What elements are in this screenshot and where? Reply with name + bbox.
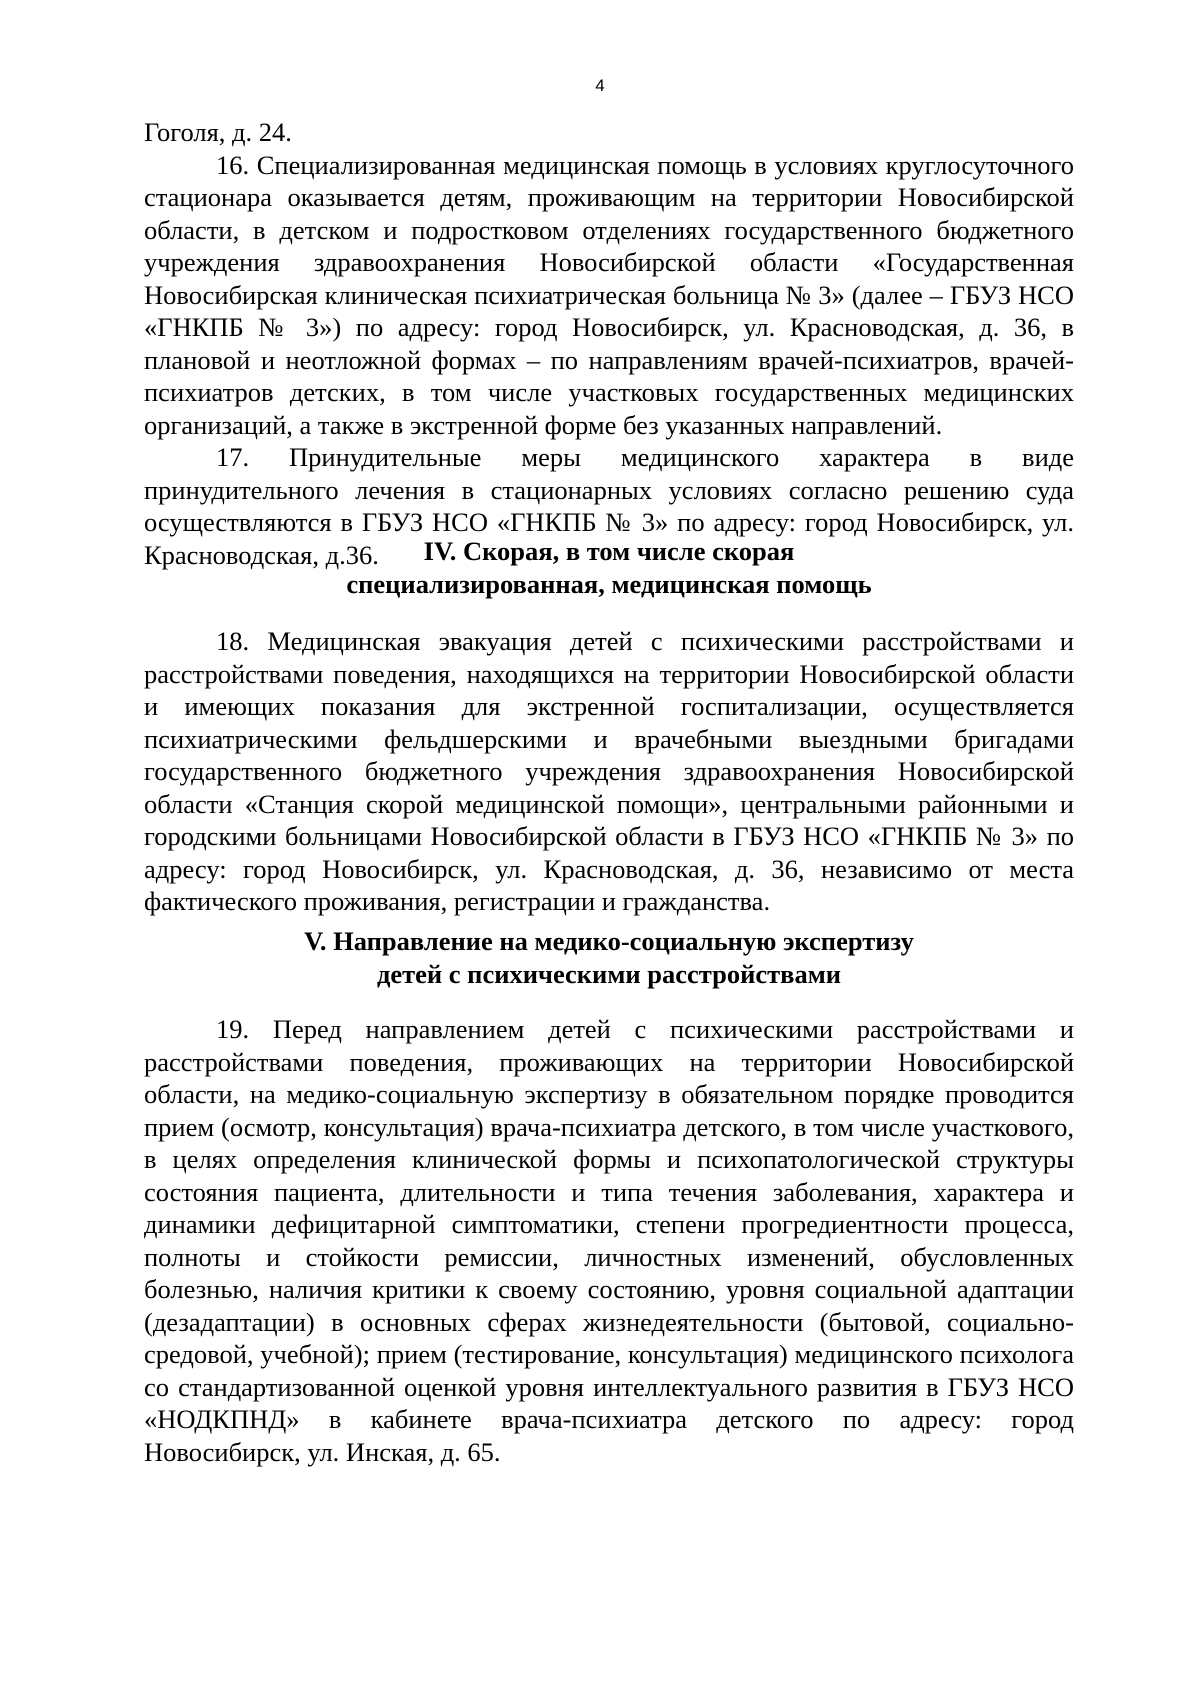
- paragraph-17: 17. Принудительные меры медицинского характера в виде принудительного лечения в стационарных условиях согласно решению суда осуществляются в ГБУЗ НСО «ГНКПБ № 3» по адресу: город Новосибирск, ул. Красноводская, д.36.: [144, 442, 1074, 570]
- text-block-paragraph-19: [144, 1013, 1074, 1468]
- section-heading-iv-line1: IV. Скорая, в том числе скорая: [423, 536, 795, 566]
- paragraph-19: 19. Перед направлением детей с психическими расстройствами и расстройствами поведения, проживающих на территории Новосибирской области, на медико-социальную экспертизу в обязательном порядке проводится прием (осмотр, консультация) врача-психиатра детского, в том числе участкового, в целях определения клинической формы и психопатологической структуры состояния пациента, длительности и типа течения заболевания, характера и динамики дефицитарной симптоматики, степени прогредиентности процесса, полноты и стойкости ремиссии, личностных изменений, обусловленных болезнью, наличия критики к своему состоянию, уровня социальной адаптации (дезадаптации) в основных сферах жизнедеятельности (бытовой, социально-средовой, учебной); прием (тестирование, консультация) медицинского психолога со стандартизованной оценкой уровня интеллектуального развития в ГБУЗ НСО «НОДКПНД» в кабинете врача-психиатра детского по адресу: город Новосибирск, ул. Инская, д. 65.: [144, 1014, 1074, 1467]
- text-block-paragraphs-16-17: [144, 116, 1074, 571]
- continuation-line: Гоголя, д. 24.: [144, 117, 292, 147]
- section-heading-iv-line2: специализированная, медицинская помощь: [346, 568, 872, 599]
- text-block-paragraph-18: [144, 625, 1074, 918]
- paragraph-18: 18. Медицинская эвакуация детей с психическими расстройствами и расстройствами поведения, находящихся на территории Новосибирской области и имеющих показания для экстренной госпитализации, осуществляется психиатрическими фельдшерскими и врачебными выездными бригадами государственного бюджетного учреждения здравоохранения Новосибирской области «Станция скорой медицинской помощи», центральными районными и городскими больницами Новосибирской области в ГБУЗ НСО «ГНКПБ № 3» по адресу: город Новосибирск, ул. Красноводская, д. 36, независимо от места фактического проживания, регистрации и гражданства.: [144, 626, 1074, 916]
- paragraph-16: 16. Специализированная медицинская помощь в условиях круглосуточного стационара оказывается детям, проживающим на территории Новосибирской области, в детском и подростковом отделениях государственного бюджетного учреждения здравоохранения Новосибирской области «Государственная Новосибирская клиническая психиатрическая больница № 3» (далее – ГБУЗ НСО «ГНКПБ № 3») по адресу: город Новосибирск, ул. Красноводская, д. 36, в плановой и неотложной формах – по направлениям врачей-психиатров, врачей-психиатров детских, в том числе участковых государственных медицинских организаций, а также в экстренной форме без указанных направлений.: [144, 149, 1074, 440]
- section-heading-v-line1: V. Направление на медико-социальную экспертизу: [304, 926, 914, 956]
- section-heading-v-line2: детей с психическими расстройствами: [376, 958, 842, 989]
- section-heading-iv: [144, 535, 1074, 600]
- section-heading-v: [144, 925, 1074, 990]
- page-number: 4: [595, 76, 605, 95]
